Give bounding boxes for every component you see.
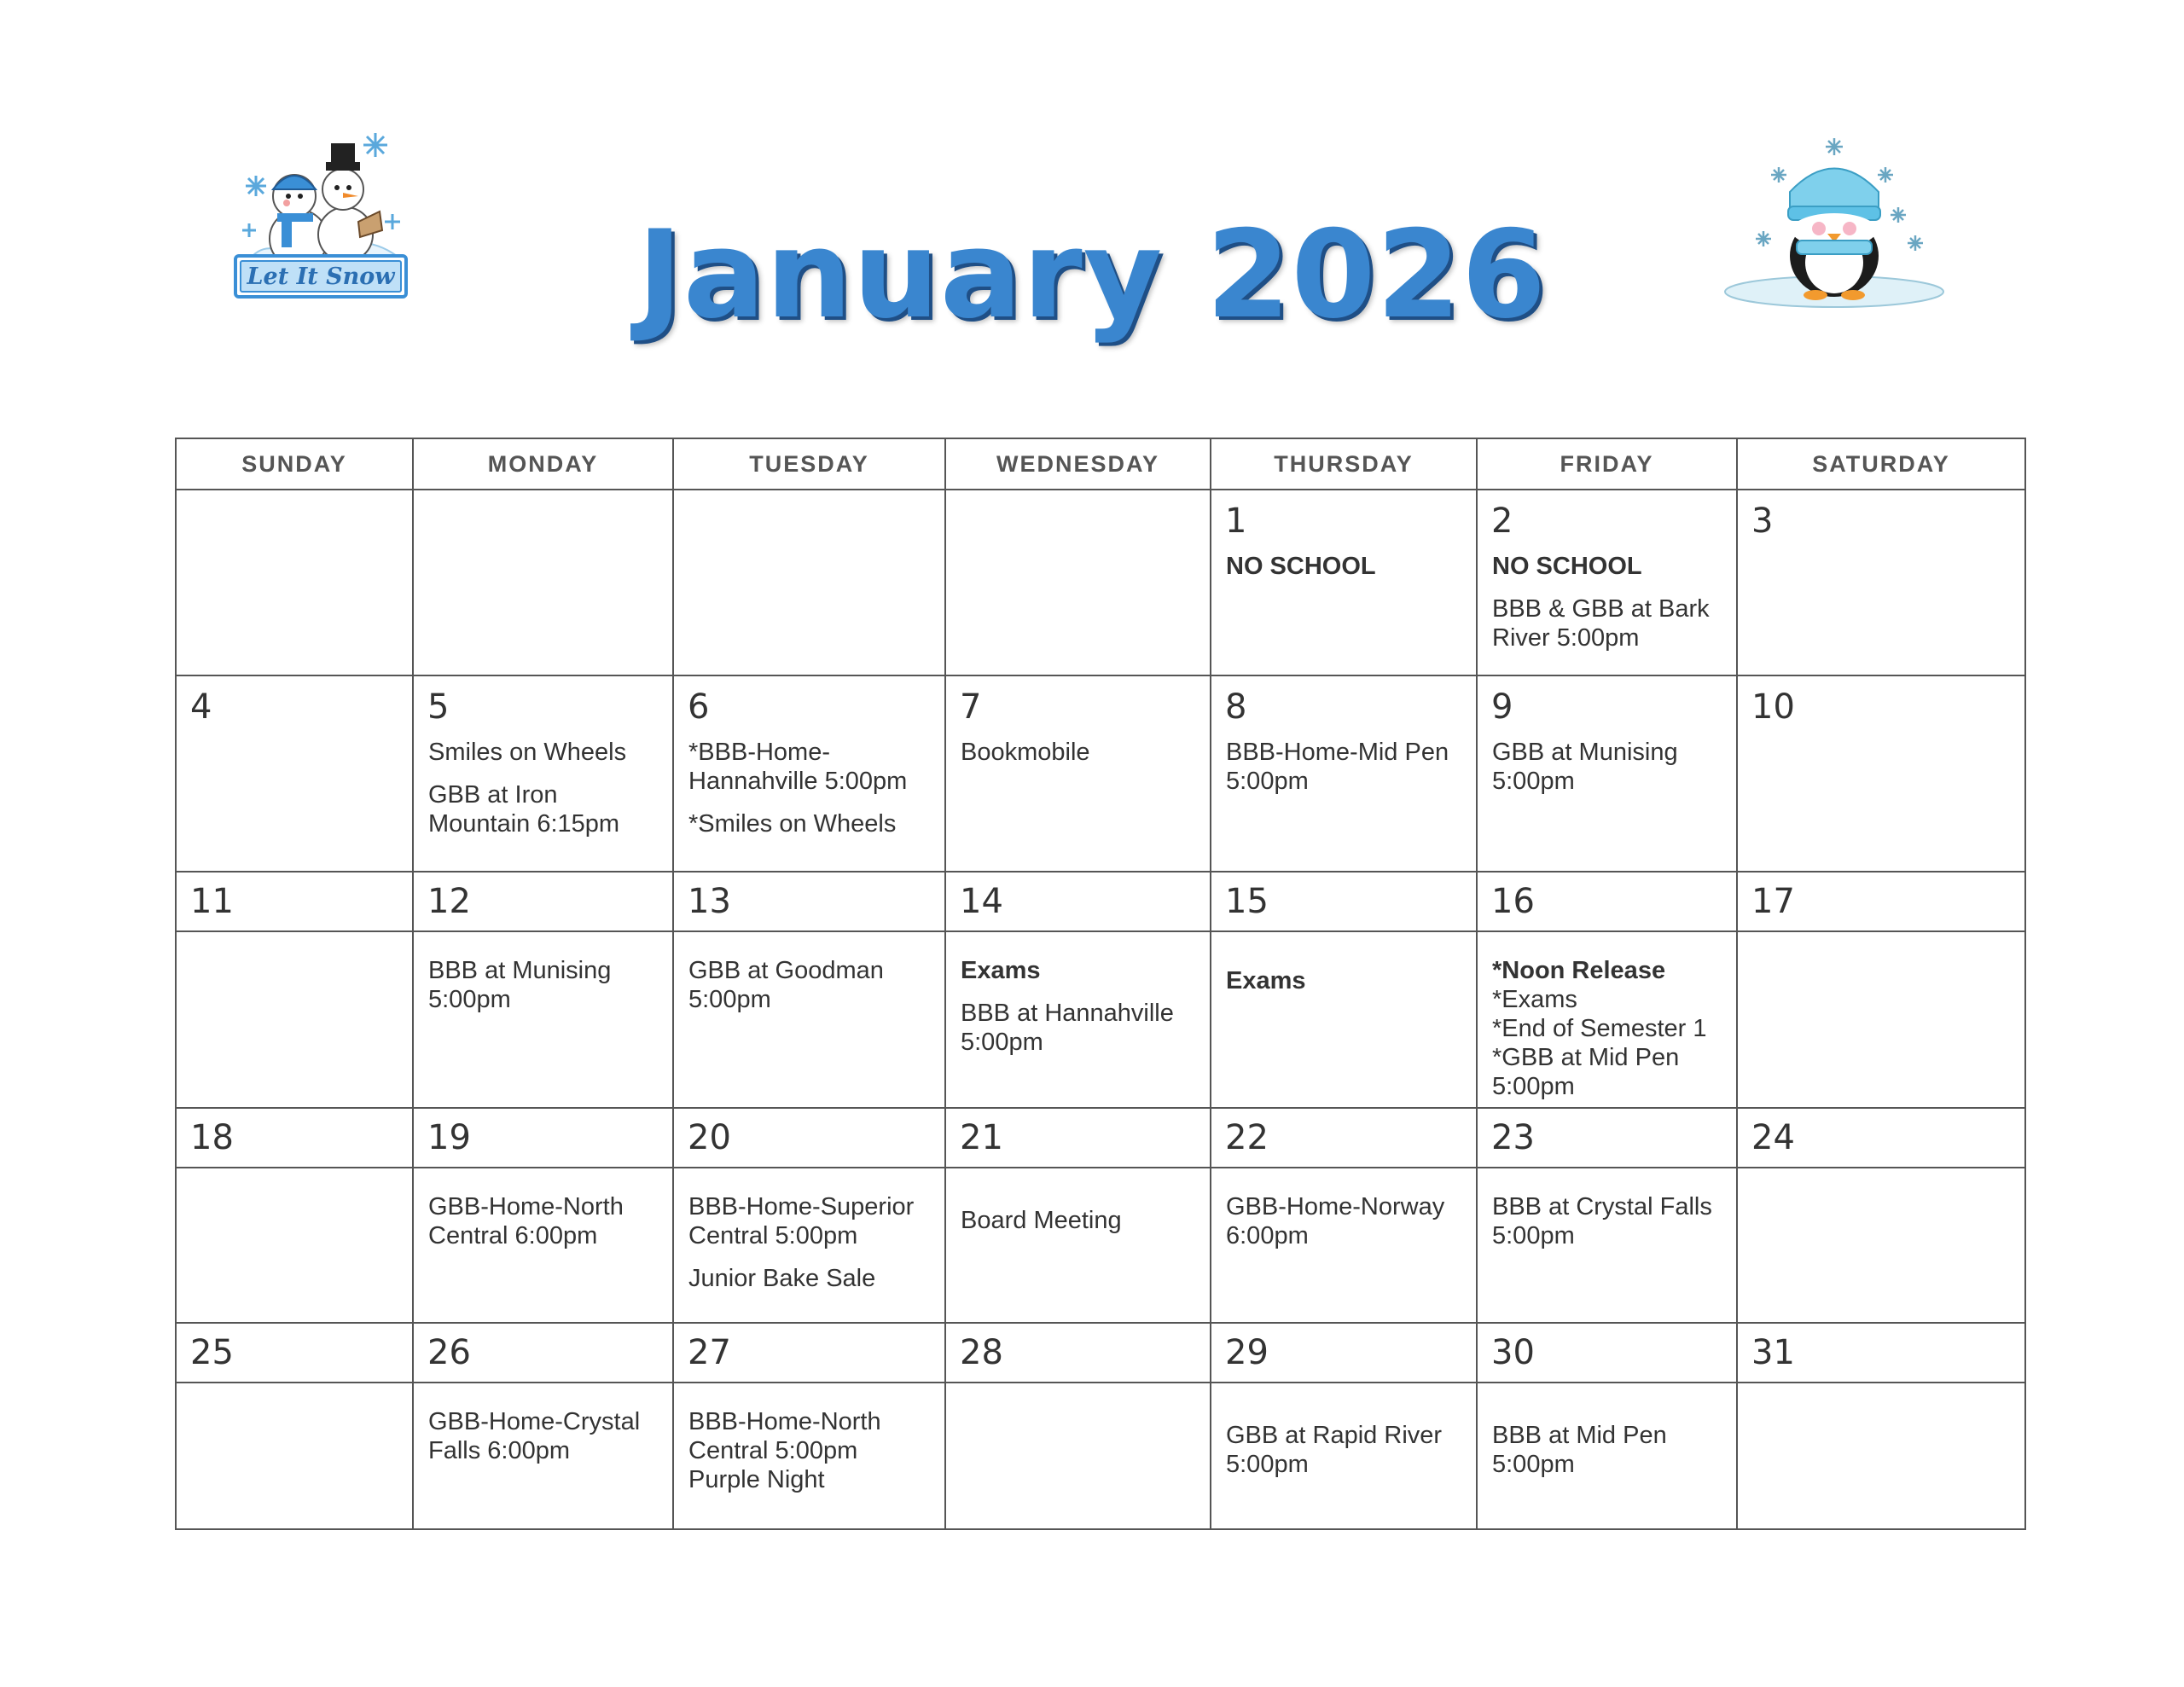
day-number-cell [1737, 1323, 2025, 1383]
weekday-header: SATURDAY [1737, 438, 2025, 490]
let-it-snow-sign: Let It Snow [247, 264, 395, 290]
event-text: GBB at Iron Mountain 6:15pm [428, 781, 620, 838]
day-number: 21 [960, 1118, 1003, 1157]
weekday-header: SUNDAY [176, 438, 413, 490]
day-cell [945, 675, 1211, 872]
day-cell [1477, 675, 1737, 872]
day-number-cell [945, 1108, 1211, 1168]
day-number-cell [413, 872, 673, 931]
event-cell [1477, 931, 1737, 1108]
event-cell [413, 931, 673, 1108]
event-row [176, 1383, 2025, 1529]
day-number: 18 [190, 1118, 234, 1157]
day-number: 19 [427, 1118, 471, 1157]
day-number: 15 [1225, 882, 1269, 921]
event-cell [1737, 1383, 2025, 1529]
day-number: 12 [427, 882, 471, 921]
day-number-cell [1477, 1323, 1737, 1383]
event-text: BBB & GBB at Bark River 5:00pm [1492, 595, 1710, 652]
day-number-cell [1211, 1323, 1477, 1383]
day-number-cell [176, 1323, 413, 1383]
day-number: 29 [1225, 1333, 1269, 1372]
page-title: January 2026 [637, 205, 1547, 345]
event-text: Purple Night [688, 1466, 825, 1493]
event-text: BBB-Home-North Central 5:00pm [688, 1408, 881, 1464]
event-cell [945, 1383, 1211, 1529]
empty-day-cell [176, 490, 413, 675]
empty-day-cell [673, 490, 945, 675]
event-text: Junior Bake Sale [688, 1265, 876, 1292]
penguin-clipart [1715, 128, 1954, 311]
day-number-cell [673, 1323, 945, 1383]
day-number: 24 [1751, 1118, 1795, 1157]
day-number-cell [1737, 872, 2025, 931]
event-cell [176, 1383, 413, 1529]
event-text: *End of Semester 1 [1492, 1015, 1707, 1042]
event-text: GBB at Munising 5:00pm [1492, 739, 1678, 795]
day-cell [1737, 675, 2025, 872]
event-cell [1477, 1168, 1737, 1323]
event-text: Board Meeting [961, 1207, 1122, 1234]
event-text: BBB-Home-Mid Pen 5:00pm [1226, 739, 1449, 795]
event-text: Exams [1226, 967, 1306, 994]
event-text: *Smiles on Wheels [688, 810, 897, 838]
day-number: 26 [427, 1333, 471, 1372]
day-number: 8 [1225, 687, 1247, 727]
day-number-cell [413, 1108, 673, 1168]
day-number-cell [1477, 872, 1737, 931]
day-number-cell [945, 1323, 1211, 1383]
event-cell [176, 931, 413, 1108]
event-text: BBB at Hannahville 5:00pm [961, 1000, 1174, 1056]
event-text: *BBB-Home-Hannahville 5:00pm [688, 739, 908, 795]
day-number-cell [176, 872, 413, 931]
event-text: GBB-Home-Crystal Falls 6:00pm [428, 1408, 641, 1464]
event-text: BBB at Mid Pen 5:00pm [1492, 1422, 1667, 1478]
event-cell [673, 1168, 945, 1323]
event-cell [413, 1383, 673, 1529]
event-text: BBB-Home-Superior Central 5:00pm [688, 1193, 915, 1249]
weekday-header: TUESDAY [673, 438, 945, 490]
event-text: NO SCHOOL [1226, 553, 1376, 580]
day-number-cell [673, 1108, 945, 1168]
week-row [176, 675, 2025, 872]
day-number: 25 [190, 1333, 234, 1372]
event-cell [413, 1168, 673, 1323]
event-text: BBB at Munising 5:00pm [428, 957, 612, 1013]
calendar-grid [175, 438, 2026, 1530]
day-cell [1737, 490, 2025, 675]
day-cell [1211, 675, 1477, 872]
event-row [176, 1168, 2025, 1323]
day-cell [673, 675, 945, 872]
event-text: GBB-Home-North Central 6:00pm [428, 1193, 624, 1249]
event-cell [176, 1168, 413, 1323]
event-cell [673, 1383, 945, 1529]
day-number-cell [945, 872, 1211, 931]
event-cell [673, 931, 945, 1108]
day-number: 22 [1225, 1118, 1269, 1157]
event-cell [1477, 1383, 1737, 1529]
weekday-header: FRIDAY [1477, 438, 1737, 490]
event-cell [1211, 1383, 1477, 1529]
day-number: 9 [1491, 687, 1513, 727]
empty-day-cell [945, 490, 1211, 675]
event-text: *Exams [1492, 986, 1577, 1013]
day-cell [1477, 490, 1737, 675]
day-number: 16 [1491, 882, 1535, 921]
day-number-row [176, 1323, 2025, 1383]
empty-day-cell [413, 490, 673, 675]
event-text: GBB-Home-Norway 6:00pm [1226, 1193, 1445, 1249]
day-number-cell [176, 1108, 413, 1168]
day-number: 6 [688, 687, 710, 727]
day-number: 14 [960, 882, 1003, 921]
event-cell [1737, 1168, 2025, 1323]
day-number: 13 [688, 882, 731, 921]
event-text: Exams [961, 957, 1041, 984]
event-text: *GBB at Mid Pen 5:00pm [1492, 1044, 1680, 1100]
day-number: 30 [1491, 1333, 1535, 1372]
day-cell [1211, 490, 1477, 675]
day-number: 27 [688, 1333, 731, 1372]
day-number: 3 [1751, 501, 1774, 541]
event-text: *Noon Release [1492, 957, 1666, 984]
week-row [176, 490, 2025, 675]
day-number: 7 [960, 687, 982, 727]
day-number-cell [1211, 1108, 1477, 1168]
event-text: BBB at Crystal Falls 5:00pm [1492, 1193, 1712, 1249]
day-number-cell [1477, 1108, 1737, 1168]
day-number-cell [1211, 872, 1477, 931]
weekday-header: WEDNESDAY [945, 438, 1211, 490]
day-number: 28 [960, 1333, 1003, 1372]
day-cell [413, 675, 673, 872]
event-cell [945, 931, 1211, 1108]
event-cell [1211, 1168, 1477, 1323]
day-number-row [176, 872, 2025, 931]
event-text: GBB at Rapid River 5:00pm [1226, 1422, 1443, 1478]
day-number-cell [413, 1323, 673, 1383]
event-text: GBB at Goodman 5:00pm [688, 957, 884, 1013]
day-number: 31 [1751, 1333, 1795, 1372]
day-number-cell [1737, 1108, 2025, 1168]
event-cell [945, 1168, 1211, 1323]
event-text: NO SCHOOL [1492, 553, 1642, 580]
day-number: 2 [1491, 501, 1513, 541]
event-text: Smiles on Wheels [428, 739, 627, 766]
day-number: 17 [1751, 882, 1795, 921]
day-number: 23 [1491, 1118, 1535, 1157]
day-number: 4 [190, 687, 212, 727]
event-cell [1211, 931, 1477, 1108]
day-number: 10 [1751, 687, 1795, 727]
day-number: 11 [190, 882, 234, 921]
weekday-header: MONDAY [413, 438, 673, 490]
event-cell [1737, 931, 2025, 1108]
day-number: 5 [427, 687, 450, 727]
day-number: 20 [688, 1118, 731, 1157]
day-number: 1 [1225, 501, 1247, 541]
event-text: Bookmobile [961, 739, 1090, 766]
weekday-header: THURSDAY [1211, 438, 1477, 490]
event-row [176, 931, 2025, 1108]
day-number-row [176, 1108, 2025, 1168]
day-number-cell [673, 872, 945, 931]
weekday-header-row [176, 438, 2025, 490]
day-cell [176, 675, 413, 872]
